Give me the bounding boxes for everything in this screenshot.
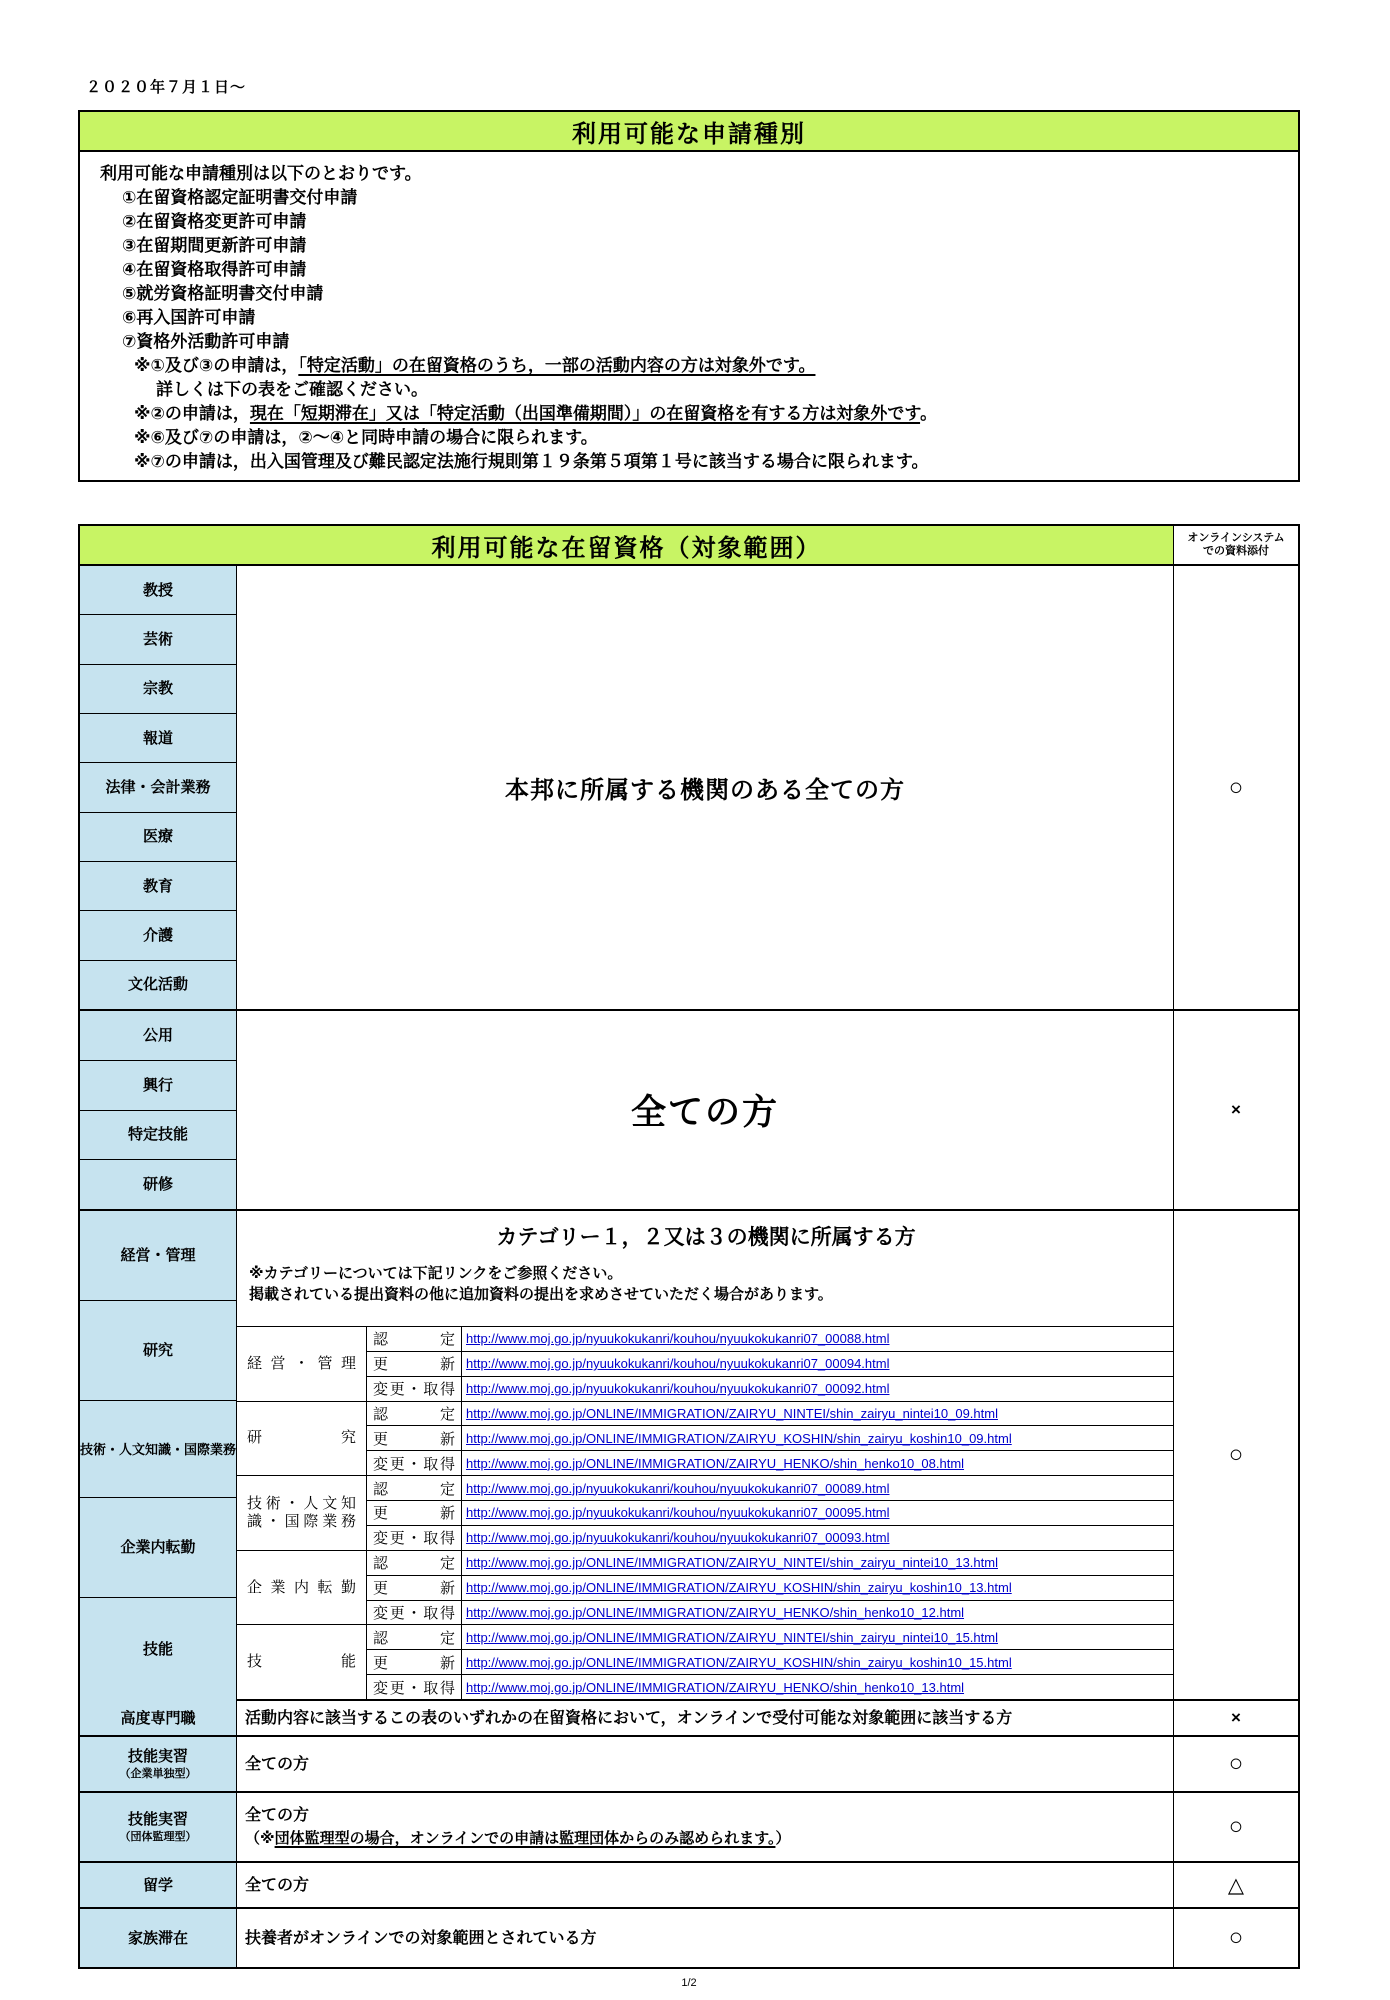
url-row xyxy=(367,1377,1173,1401)
band-c-status-labels xyxy=(80,1211,237,1699)
document-link[interactable]: http://www.moj.go.jp/nyuukokukanri/kouhou/nyuukokukanri07_00094.html xyxy=(466,1356,890,1372)
url-group-label-cell xyxy=(237,1327,367,1401)
status-label: 教育 xyxy=(142,877,173,895)
application-kind-label: 変更・取得 xyxy=(373,1679,455,1697)
note-underlined-text: 現在「短期滞在」又は「特定活動（出国準備期間）」の在留資格を有する方は対象外です xyxy=(249,404,921,423)
status-label: 技能 xyxy=(142,1641,173,1658)
url-rows xyxy=(367,1402,1173,1476)
page-number: 1/2 xyxy=(681,1977,697,1989)
status-label: 研修 xyxy=(142,1176,173,1194)
status-label: 介護 xyxy=(142,926,173,944)
band-b-symbol-cell xyxy=(1173,1011,1298,1209)
application-types-body xyxy=(80,152,1298,480)
url-row xyxy=(367,1625,1173,1650)
band-c-content xyxy=(237,1211,1173,1699)
status-label-cell-公用 xyxy=(80,1011,236,1061)
document-link[interactable]: http://www.moj.go.jp/ONLINE/IMMIGRATION/ZAIRYU_NINTEI/shin_zairyu_nintei10_15.html xyxy=(466,1629,998,1645)
status-sublabel: （団体監理型） xyxy=(119,1830,197,1843)
application-kind-label: 認定 xyxy=(373,1331,455,1349)
application-kind-cell xyxy=(367,1501,462,1525)
table-row-留学 xyxy=(80,1863,1298,1909)
document-link[interactable]: http://www.moj.go.jp/ONLINE/IMMIGRATION/ZAIRYU_KOSHIN/shin_zairyu_koshin10_13.html xyxy=(466,1580,1012,1596)
url-table xyxy=(237,1326,1173,1699)
url-cell xyxy=(462,1352,1173,1376)
note-prefix: ※⑦の申請は，出入国管理及び難民認定法施行規則第１９条第５項第１号に該当する場合に限られます。 xyxy=(134,452,929,471)
description-text: 全ての方 xyxy=(245,1755,310,1773)
description-line xyxy=(245,1827,1173,1850)
application-kind-cell xyxy=(367,1526,462,1550)
url-cell xyxy=(462,1377,1173,1401)
application-type-notes xyxy=(100,354,1288,474)
status-label: 興行 xyxy=(142,1076,173,1094)
status-label: 留学 xyxy=(142,1876,173,1894)
application-kind-cell xyxy=(367,1551,462,1575)
row-label-column xyxy=(80,1863,237,1907)
description-text: （※ xyxy=(245,1830,275,1847)
status-label-cell-特定技能 xyxy=(80,1111,236,1161)
status-label-cell-高度専門職 xyxy=(80,1701,236,1735)
band-c-heading-block xyxy=(237,1211,1173,1326)
document-link[interactable]: http://www.moj.go.jp/nyuukokukanri/kouhou/nyuukokukanri07_00088.html xyxy=(466,1331,890,1347)
status-label: 教授 xyxy=(142,581,173,599)
attachment-column-header xyxy=(1173,526,1298,564)
url-group-経営・管理 xyxy=(237,1327,1173,1402)
status-label-cell-教育 xyxy=(80,862,236,911)
url-group-label: 企業内転勤 xyxy=(247,1578,356,1596)
status-label-cell-宗教 xyxy=(80,665,236,714)
row-description xyxy=(237,1909,1173,1967)
attachment-header-line2: での資料添付 xyxy=(1203,545,1269,557)
status-table-title-cell xyxy=(80,526,1173,564)
url-group-label-cell xyxy=(237,1551,367,1625)
status-label: 芸術 xyxy=(142,630,173,648)
status-label: 研究 xyxy=(142,1342,173,1359)
application-kind-label: 認定 xyxy=(373,1480,455,1498)
status-label: 技術・人文知識・国際業務 xyxy=(80,1441,237,1457)
url-group-label: 技能 xyxy=(247,1653,356,1671)
application-kind-cell xyxy=(367,1451,462,1475)
note-suffix: 。 xyxy=(920,404,938,423)
document-link[interactable]: http://www.moj.go.jp/ONLINE/IMMIGRATION/ZAIRYU_NINTEI/shin_zairyu_nintei10_09.html xyxy=(466,1406,998,1422)
description-line xyxy=(245,1874,1173,1897)
status-label-cell-家族滞在 xyxy=(80,1909,236,1967)
status-label-cell-研修 xyxy=(80,1160,236,1209)
url-row xyxy=(367,1526,1173,1550)
table-row-技能実習 xyxy=(80,1737,1298,1793)
attachment-symbol: △ xyxy=(1227,1873,1245,1897)
status-label: 医療 xyxy=(142,828,173,846)
attachment-symbol: ○ xyxy=(1228,1750,1244,1777)
url-cell xyxy=(462,1650,1173,1674)
document-page xyxy=(78,0,1300,1989)
table-row-技能実習 xyxy=(80,1793,1298,1863)
row-symbol-cell xyxy=(1173,1863,1298,1907)
application-type-note xyxy=(100,426,1288,450)
row-label-column xyxy=(80,1701,237,1735)
url-group-label: 技術・人文知識・国際業務 xyxy=(247,1494,356,1530)
status-label: 企業内転勤 xyxy=(120,1539,196,1556)
url-row xyxy=(367,1650,1173,1675)
note-prefix: ※⑥及び⑦の申請は，②～④と同時申請の場合に限られます。 xyxy=(134,428,598,447)
application-type-item: ③在留期間更新許可申請 xyxy=(122,236,307,255)
row-symbol-cell xyxy=(1173,1909,1298,1967)
url-rows xyxy=(367,1327,1173,1401)
band-b-status-labels xyxy=(80,1011,237,1209)
document-link[interactable]: http://www.moj.go.jp/nyuukokukanri/kouhou/nyuukokukanri07_00095.html xyxy=(466,1505,890,1521)
row-symbol-cell xyxy=(1173,1701,1298,1735)
application-type-item: ⑥再入国許可申請 xyxy=(122,308,256,327)
application-types-title: 利用可能な申請種別 xyxy=(572,120,806,148)
application-kind-label: 更新 xyxy=(373,1356,455,1374)
band-c-symbol-cell xyxy=(1173,1211,1298,1699)
url-cell xyxy=(462,1551,1173,1575)
band-b-description: 全ての方 xyxy=(630,1093,779,1132)
band-c-heading: カテゴリー１，２又は３の機関に所属する方 xyxy=(496,1226,916,1249)
url-row xyxy=(367,1402,1173,1427)
document-link[interactable]: http://www.moj.go.jp/ONLINE/IMMIGRATION/ZAIRYU_KOSHIN/shin_zairyu_koshin10_09.html xyxy=(466,1430,1012,1446)
status-label-cell-芸術 xyxy=(80,615,236,664)
status-label: 特定技能 xyxy=(127,1126,188,1144)
table-row-家族滞在 xyxy=(80,1909,1298,1967)
status-label-cell-企業内転勤 xyxy=(80,1498,236,1598)
band-everyone xyxy=(80,1011,1298,1211)
url-rows xyxy=(367,1476,1173,1550)
description-line xyxy=(245,1804,1173,1827)
status-label-cell-報道 xyxy=(80,714,236,763)
url-cell xyxy=(462,1501,1173,1525)
url-rows xyxy=(367,1625,1173,1699)
attachment-symbol: ○ xyxy=(1228,1441,1244,1468)
url-row xyxy=(367,1327,1173,1352)
application-kind-cell xyxy=(367,1650,462,1674)
application-kind-label: 変更・取得 xyxy=(373,1455,455,1473)
application-kind-cell xyxy=(367,1327,462,1351)
application-kind-cell xyxy=(367,1601,462,1625)
application-kind-label: 変更・取得 xyxy=(373,1530,455,1548)
status-label: 経営・管理 xyxy=(120,1247,196,1264)
bottom-rows xyxy=(80,1701,1298,1967)
application-kind-label: 更新 xyxy=(373,1654,455,1672)
url-cell xyxy=(462,1426,1173,1450)
document-link[interactable]: http://www.moj.go.jp/nyuukokukanri/kouhou/nyuukokukanri07_00093.html xyxy=(466,1530,890,1546)
row-description xyxy=(237,1701,1173,1735)
url-cell xyxy=(462,1526,1173,1550)
url-row xyxy=(367,1476,1173,1501)
url-cell xyxy=(462,1327,1173,1351)
status-label-cell-介護 xyxy=(80,911,236,960)
application-kind-label: 更新 xyxy=(373,1505,455,1523)
document-link[interactable]: http://www.moj.go.jp/nyuukokukanri/kouhou/nyuukokukanri07_00092.html xyxy=(466,1381,890,1397)
url-row xyxy=(367,1601,1173,1625)
status-label: 宗教 xyxy=(142,680,173,698)
application-type-item: ②在留資格変更許可申請 xyxy=(122,212,307,231)
note-prefix: ※①及び③の申請は， xyxy=(134,356,299,375)
description-text: 全ての方 xyxy=(245,1876,310,1894)
status-label-cell-文化活動 xyxy=(80,961,236,1009)
application-kind-cell xyxy=(367,1377,462,1401)
status-label: 文化活動 xyxy=(127,976,188,994)
document-link[interactable]: http://www.moj.go.jp/ONLINE/IMMIGRATION/ZAIRYU_HENKO/shin_henko10_08.html xyxy=(466,1455,965,1471)
note-underlined-text: 「特定活動」の在留資格のうち，一部の活動内容の方は対象外です。 xyxy=(298,356,816,375)
application-type-list xyxy=(100,186,1288,354)
status-label: 家族滞在 xyxy=(127,1929,188,1947)
document-link[interactable]: http://www.moj.go.jp/nyuukokukanri/kouhou/nyuukokukanri07_00089.html xyxy=(466,1480,890,1496)
status-label: 公用 xyxy=(142,1026,173,1044)
application-type-note xyxy=(100,378,1288,402)
url-cell xyxy=(462,1625,1173,1649)
attachment-symbol: × xyxy=(1231,1100,1241,1119)
application-type-item: ①在留資格認定証明書交付申請 xyxy=(122,188,358,207)
url-cell xyxy=(462,1576,1173,1600)
status-label: 技能実習 xyxy=(127,1810,188,1828)
application-kind-cell xyxy=(367,1576,462,1600)
attachment-header-line1: オンラインシステム xyxy=(1187,532,1285,544)
application-kind-cell xyxy=(367,1352,462,1376)
url-cell xyxy=(462,1601,1173,1625)
application-kind-label: 変更・取得 xyxy=(373,1381,455,1399)
attachment-symbol: × xyxy=(1231,1708,1241,1727)
document-link[interactable]: http://www.moj.go.jp/ONLINE/IMMIGRATION/ZAIRYU_HENKO/shin_henko10_12.html xyxy=(466,1604,965,1620)
status-table-header xyxy=(80,526,1298,566)
status-label-cell-技術・人文知識・国際業務 xyxy=(80,1401,236,1498)
effective-date: ２０２０年７月１日～ xyxy=(86,79,247,96)
url-cell xyxy=(462,1476,1173,1500)
url-group-label: 研究 xyxy=(247,1429,356,1447)
application-types-header xyxy=(80,112,1298,152)
status-sublabel: （企業単独型） xyxy=(119,1767,197,1780)
status-label-cell-興行 xyxy=(80,1061,236,1111)
row-label-column xyxy=(80,1793,237,1861)
description-text: 扶養者がオンラインでの対象範囲とされている方 xyxy=(245,1929,597,1947)
status-label-cell-技能 xyxy=(80,1598,236,1701)
application-kind-cell xyxy=(367,1402,462,1426)
document-link[interactable]: http://www.moj.go.jp/ONLINE/IMMIGRATION/ZAIRYU_KOSHIN/shin_zairyu_koshin10_15.html xyxy=(466,1654,1012,1670)
status-label-cell-留学 xyxy=(80,1863,236,1907)
status-label-cell-経営・管理 xyxy=(80,1211,236,1301)
status-label: 法律・会計業務 xyxy=(105,778,211,796)
url-cell xyxy=(462,1451,1173,1475)
description-line xyxy=(245,1707,1173,1730)
description-text: 活動内容に該当するこの表のいずれかの在留資格において，オンラインで受付可能な対象範囲に該当する方 xyxy=(245,1709,1013,1727)
url-cell xyxy=(462,1402,1173,1426)
note-prefix: 詳しくは下の表をご確認ください。 xyxy=(156,380,428,399)
attachment-symbol: ○ xyxy=(1228,1924,1244,1951)
status-label-cell-医療 xyxy=(80,813,236,862)
url-group-label-cell xyxy=(237,1402,367,1476)
application-type-note xyxy=(100,402,1288,426)
status-label-cell-法律・会計業務 xyxy=(80,763,236,812)
application-kind-cell xyxy=(367,1675,462,1699)
url-group-技能 xyxy=(237,1625,1173,1699)
url-row xyxy=(367,1501,1173,1526)
url-group-企業内転勤 xyxy=(237,1551,1173,1626)
band-all-with-organization xyxy=(80,566,1298,1011)
band-c-note2: 掲載されている提出資料の他に追加資料の提出を求めさせていただく場合があります。 xyxy=(249,1286,833,1303)
url-row xyxy=(367,1576,1173,1601)
url-group-label-cell xyxy=(237,1476,367,1550)
row-description xyxy=(237,1863,1173,1907)
application-kind-label: 更新 xyxy=(373,1580,455,1598)
status-table xyxy=(78,524,1300,1969)
application-kind-label: 認定 xyxy=(373,1406,455,1424)
url-row xyxy=(367,1551,1173,1576)
note-prefix: ※②の申請は， xyxy=(134,404,250,423)
application-kind-label: 認定 xyxy=(373,1629,455,1647)
band-a-symbol-cell xyxy=(1173,566,1298,1009)
status-label-cell-技能実習 xyxy=(80,1793,236,1861)
description-line xyxy=(245,1927,1173,1950)
row-description xyxy=(237,1793,1173,1861)
url-cell xyxy=(462,1675,1173,1699)
band-category-organizations xyxy=(80,1211,1298,1701)
attachment-symbol: ○ xyxy=(1228,773,1244,801)
application-type-note xyxy=(100,450,1288,474)
status-label-cell-教授 xyxy=(80,566,236,615)
table-row-高度専門職 xyxy=(80,1701,1298,1737)
row-label-column xyxy=(80,1909,237,1967)
row-symbol-cell xyxy=(1173,1793,1298,1861)
row-label-column xyxy=(80,1737,237,1791)
status-table-title: 利用可能な在留資格（対象範囲） xyxy=(431,534,822,562)
url-group-研究 xyxy=(237,1402,1173,1477)
url-row xyxy=(367,1451,1173,1475)
status-label: 高度専門職 xyxy=(120,1709,196,1727)
band-a-description: 本邦に所属する機関のある全ての方 xyxy=(505,777,905,804)
url-row xyxy=(367,1426,1173,1451)
description-underlined-text: 団体監理型の場合，オンラインでの申請は監理団体からのみ認められます。 xyxy=(274,1830,776,1847)
application-kind-cell xyxy=(367,1625,462,1649)
url-rows xyxy=(367,1551,1173,1625)
url-group-label: 経営・管理 xyxy=(247,1354,356,1372)
status-label: 報道 xyxy=(142,729,173,747)
application-types-intro: 利用可能な申請種別は以下のとおりです。 xyxy=(100,164,422,183)
application-kind-label: 更新 xyxy=(373,1430,455,1448)
description-text: 全ての方 xyxy=(245,1807,310,1824)
application-type-note xyxy=(100,354,1288,378)
application-kind-label: 認定 xyxy=(373,1555,455,1573)
application-type-item: ⑤就労資格証明書交付申請 xyxy=(122,284,324,303)
url-group-label-cell xyxy=(237,1625,367,1699)
status-label-cell-研究 xyxy=(80,1301,236,1401)
application-types-section xyxy=(78,110,1300,482)
band-c-note1: ※カテゴリーについては下記リンクをご参照ください。 xyxy=(249,1265,623,1282)
application-type-item: ⑦資格外活動許可申請 xyxy=(122,332,290,351)
attachment-symbol: ○ xyxy=(1228,1813,1244,1840)
status-label-cell-技能実習 xyxy=(80,1737,236,1791)
url-group-技術・人文知識・国際業務 xyxy=(237,1476,1173,1551)
status-label: 技能実習 xyxy=(127,1747,188,1765)
application-kind-cell xyxy=(367,1476,462,1500)
band-a-status-labels xyxy=(80,566,237,1009)
row-symbol-cell xyxy=(1173,1737,1298,1791)
description-text: ） xyxy=(775,1830,791,1847)
application-type-item: ④在留資格取得許可申請 xyxy=(122,260,307,279)
application-kind-cell xyxy=(367,1426,462,1450)
url-row xyxy=(367,1675,1173,1699)
document-link[interactable]: http://www.moj.go.jp/ONLINE/IMMIGRATION/ZAIRYU_HENKO/shin_henko10_13.html xyxy=(466,1679,965,1695)
application-kind-label: 変更・取得 xyxy=(373,1604,455,1622)
document-link[interactable]: http://www.moj.go.jp/ONLINE/IMMIGRATION/ZAIRYU_NINTEI/shin_zairyu_nintei10_13.html xyxy=(466,1555,998,1571)
row-description xyxy=(237,1737,1173,1791)
description-line xyxy=(245,1753,1173,1776)
url-row xyxy=(367,1352,1173,1377)
